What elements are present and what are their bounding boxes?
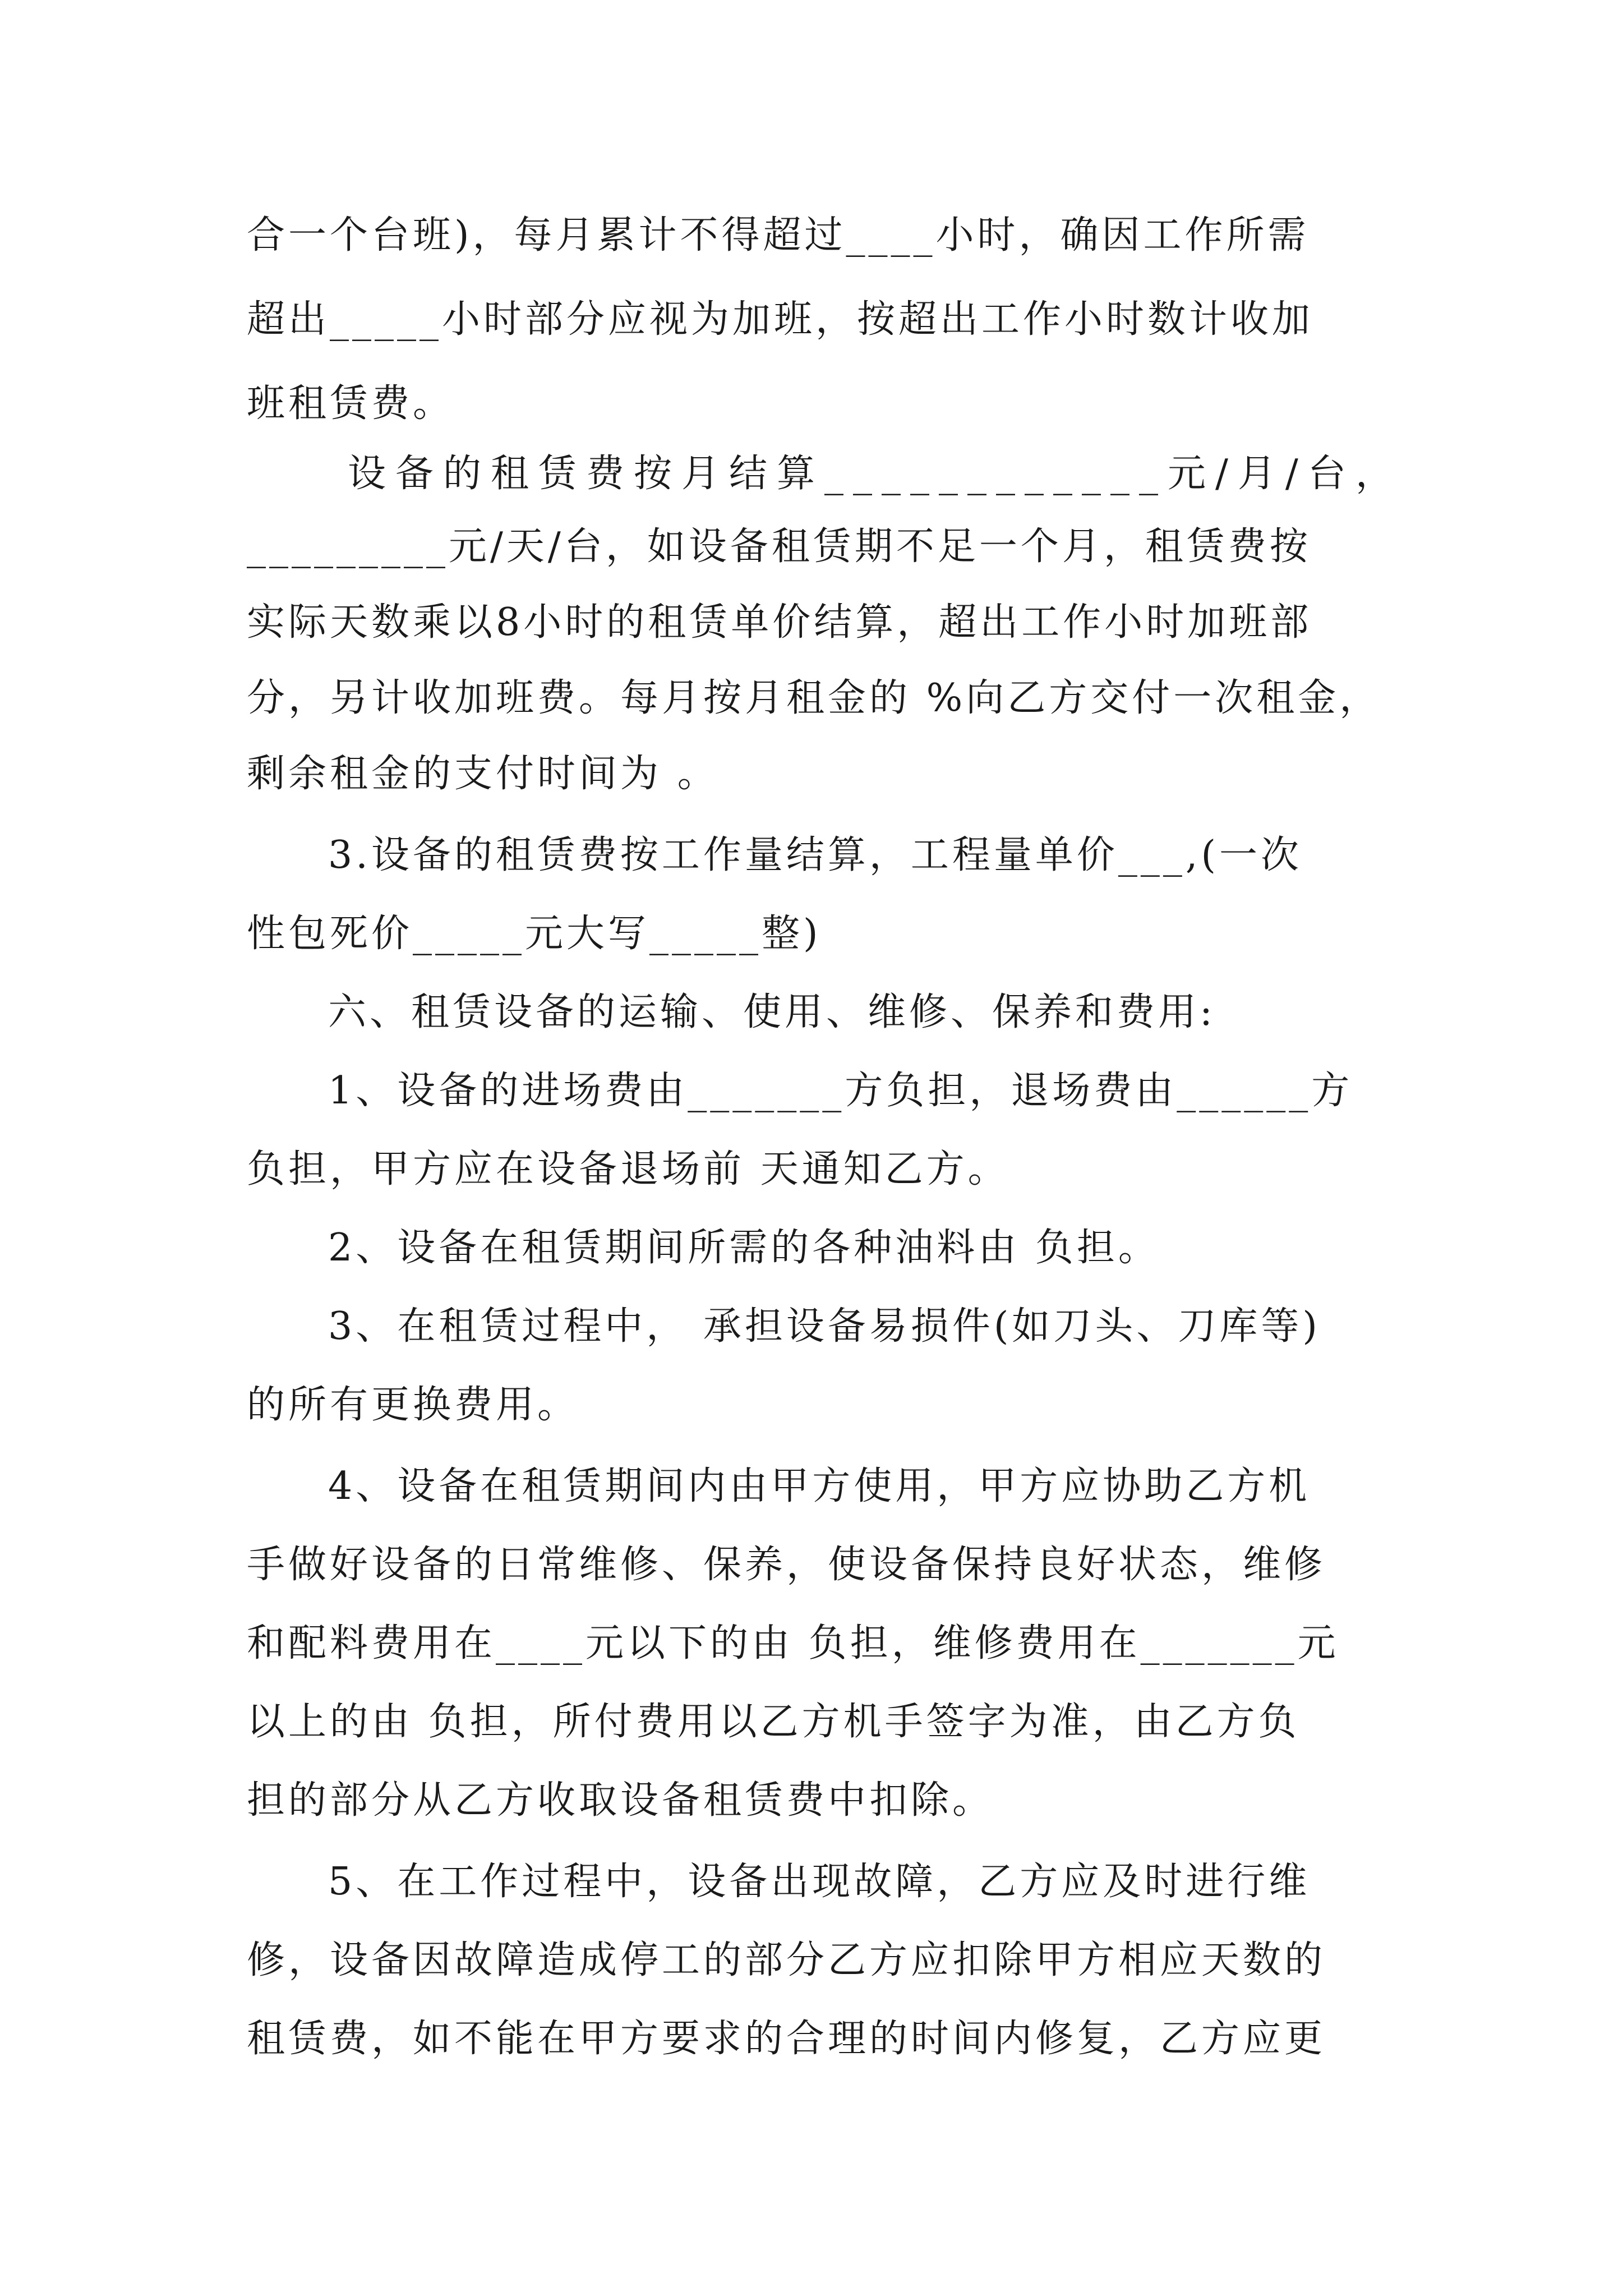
text-line: 担的部分从乙方收取设备租赁费中扣除。 (247, 1778, 994, 1823)
text-line: 2、设备在租赁期间所需的各种油料由 负担。 (328, 1226, 1160, 1270)
text-line: 班租赁费。 (247, 381, 455, 426)
text-line: 修，设备因故障造成停工的部分乙方应扣除甲方相应天数的 (247, 1938, 1326, 1982)
text-line: 和配料费用在____元以下的由 负担，维修费用在_______元 (247, 1621, 1339, 1665)
text-line: 租赁费，如不能在甲方要求的合理的时间内修复，乙方应更 (247, 2017, 1326, 2061)
text-line: 六、租赁设备的运输、使用、维修、保养和费用: (328, 990, 1216, 1034)
text-line: 剩余租金的支付时间为 。 (247, 752, 719, 796)
text-line: 3.设备的租赁费按工作量结算，工程量单价___,(一次 (328, 833, 1303, 877)
text-line: 超出_____小时部分应视为加班，按超出工作小时数计收加 (247, 297, 1314, 342)
text-line: 4、设备在租赁期间内由甲方使用，甲方应协助乙方机 (328, 1464, 1311, 1508)
text-line: 设备的租赁费按月结算____________元/月/台， (348, 452, 1403, 496)
text-line: 合一个台班)，每月累计不得超过____小时，确因工作所需 (247, 213, 1310, 257)
text-line: 5、在工作过程中，设备出现故障，乙方应及时进行维 (328, 1860, 1311, 1904)
text-line: 分，另计收加班费。每月按月租金的 %向乙方交付一次租金， (247, 676, 1381, 720)
text-line: 实际天数乘以8小时的租赁单价结算，超出工作小时加班部 (247, 600, 1312, 645)
text-line: 手做好设备的日常维修、保养，使设备保持良好状态，维修 (247, 1543, 1326, 1587)
text-line: _________元/天/台，如设备租赁期不足一个月，租赁费按 (247, 524, 1311, 569)
text-line: 1、设备的进场费由_______方负担，退场费由______方 (328, 1069, 1353, 1113)
text-line: 的所有更换费用。 (247, 1383, 579, 1427)
text-line: 负担，甲方应在设备退场前 天通知乙方。 (247, 1147, 1009, 1191)
text-line: 性包死价_____元大写_____整) (247, 912, 822, 956)
text-line: 3、在租赁过程中， 承担设备易损件(如刀头、刀库等) (328, 1304, 1321, 1349)
text-line: 以上的由 负担，所付费用以乙方机手签字为准，由乙方负 (247, 1700, 1300, 1744)
